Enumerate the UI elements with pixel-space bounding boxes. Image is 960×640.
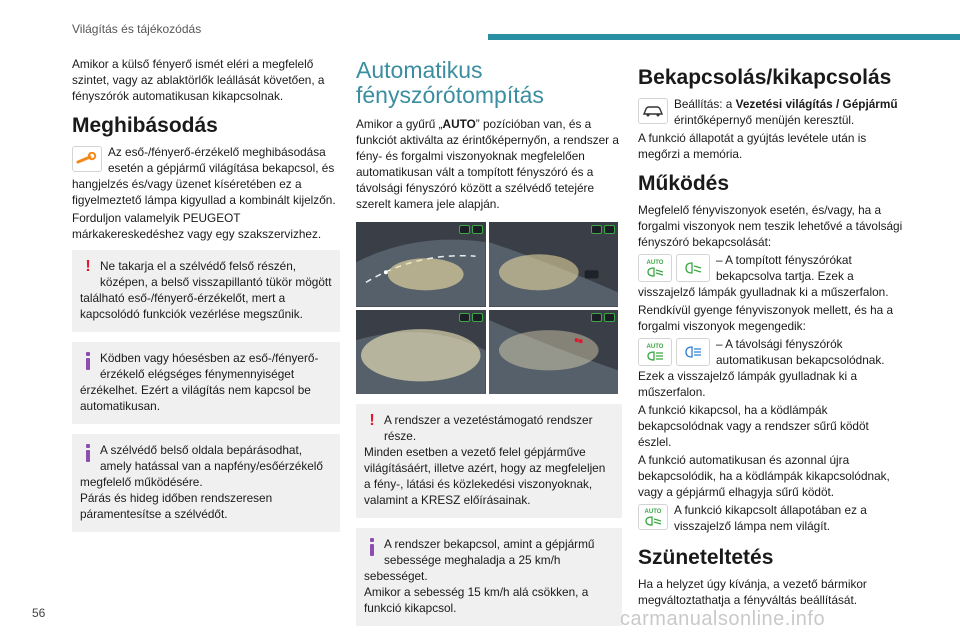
onoff-pre: Beállítás: a xyxy=(674,97,736,111)
onoff-menu-bold: Vezetési világítás / Gépjármű xyxy=(735,97,898,111)
high-beam-indicators xyxy=(638,338,710,366)
low-beam-row xyxy=(638,252,904,302)
heading-fault: Meghibásodás xyxy=(72,114,218,137)
running-header: Világítás és tájékozódás xyxy=(72,22,202,36)
fog-off-text: A funkció kikapcsol, ha a ködlámpák bekapcsolódnak vagy a rendszer sűrű ködöt észlel. xyxy=(638,403,869,449)
auto-resume-text: A funkció automatikusan és azonnal újra bekapcsolódik, ha a ködlámpák kikapcsolódnak, vagy a gépjármű elhagyja sűrű ködöt. xyxy=(638,453,890,499)
onoff-post: érintőképernyő menüjén keresztül. xyxy=(674,113,855,127)
heading-auto-dimming-line1: Automatikus xyxy=(356,57,483,83)
onoff-text xyxy=(638,96,904,128)
column-3 xyxy=(638,56,904,610)
car-icon xyxy=(638,98,668,124)
off-state-text: A funkció kikapcsolt állapotában ez a visszajelző lámpa nem világít. xyxy=(674,503,867,533)
info-box-fogging xyxy=(72,434,340,532)
info-box-fog-text: Ködben vagy hóesésben az eső-/fényerő-érzékelő elégséges fénymennyiséget érzékelhet. Ezért a világítás nem kapcsol be automatikusan. xyxy=(80,351,319,413)
dark-conditions-text: Rendkívül gyenge fényviszonyok mellett, és ha a forgalmi viszonyok megengedik: xyxy=(638,303,894,333)
heading-auto-dimming xyxy=(356,58,622,108)
info-box-fogging-text-a: A szélvédő belső oldala bepárásodhat, amely hatással van a napfény/esőérzékelő megfelelő működésére. xyxy=(80,443,323,489)
high-beam-icon xyxy=(676,338,710,366)
scene-low-beam-oncoming xyxy=(356,222,486,307)
intro-auto-bold: AUTO xyxy=(442,117,476,131)
exclamation-icon: ! xyxy=(85,258,91,275)
indicator-icons xyxy=(459,313,483,322)
warning-box xyxy=(72,250,340,332)
warning-box-text: Ne takarja el a szélvédő felső részén, középen, a belső visszapillantó tükör mögött található eső-/fényerő-érzékelőt, mert a kapcsolódó funkciók vezérlése megszűnik. xyxy=(80,259,332,321)
exclamation-icon: ! xyxy=(369,412,375,429)
headlight-scenes-illustration xyxy=(356,222,618,394)
scene-low-beam-following xyxy=(489,222,619,307)
indicator-icons xyxy=(591,313,615,322)
low-beam-indicators xyxy=(638,254,710,282)
info-icon xyxy=(364,536,380,556)
warning-assist-b: Minden esetben a vezető felel gépjárműve világításáért, illetve azért, hogy az megfeleljen a fény-, látási és közlekedési viszonyoknak, valamint a KRESZ előírásainak. xyxy=(364,445,606,507)
column-2 xyxy=(356,56,622,636)
indicator-icons xyxy=(459,225,483,234)
fault-text: Az eső-/fényerő-érzékelő meghibásodása esetén a gépjármű világítása bekapcsol, és hangjelzés és/vagy üzenet kíséretében ez a figyelmeztető lámpa kigyullad a kombinált kijelzőn. xyxy=(72,145,336,207)
info-speed-b: Amikor a sebesség 15 km/h alá csökken, a funkció kikapcsol. xyxy=(364,585,589,615)
page-number: 56 xyxy=(32,606,46,620)
scene-low-beam-taillights xyxy=(489,310,619,395)
info-icon xyxy=(80,442,96,462)
onoff-memory-text: A funkció állapotát a gyújtás levétele után is megőrzi a memória. xyxy=(638,131,867,161)
pause-text: Ha a helyzet úgy kívánja, a vezető bármikor megváltoztathatja a fényváltás beállítását. xyxy=(638,577,867,607)
info-box-fogging-text-b: Párás és hideg időben rendszeresen páramentesítse a szélvédőt. xyxy=(80,491,273,521)
wrench-warning-icon xyxy=(72,146,102,172)
info-box-speed xyxy=(356,528,622,626)
info-icon xyxy=(80,350,96,370)
operation-intro: Megfelelő fényviszonyok esetén, és/vagy, ha a forgalmi viszonyok nem teszik lehetővé a távolsági fényszóró bekapcsolását: xyxy=(638,203,903,249)
watermark: carmanualsonline.info xyxy=(620,608,826,630)
warning-assist-a: A rendszer a vezetéstámogató rendszer része. xyxy=(384,413,593,443)
intro-post: ” pozícióban van, és a funkciót aktiválta az érintőképernyőn, a rendszer a fény- és forgalmi viszonyoknak megfelelően automatikusan vált a tompított fényszóró és a távolsági fényszóró között a szélvédő tetejére szerelt kamera jele alapján. xyxy=(356,117,619,211)
header-accent-bar xyxy=(488,34,960,40)
heading-on-off: Bekapcsolás/kikapcsolás xyxy=(638,66,892,89)
auto-label: AUTO xyxy=(644,508,662,515)
auto-label: AUTO xyxy=(646,343,664,350)
low-beam-text: – A tompított fényszórókat bekapcsolva tartja. Ezek a visszajelző lámpák gyulladnak ki a műszerfalon. xyxy=(638,253,889,299)
intro-pre: Amikor a gyűrű „ xyxy=(356,117,443,131)
auto-beam-off-icon xyxy=(638,504,668,530)
warning-box-assist xyxy=(356,404,622,518)
info-speed-a: A rendszer bekapcsol, amint a gépjármű sebessége meghaladja a 25 km/h sebességet. xyxy=(364,537,595,583)
auto-low-beam-icon xyxy=(638,254,672,282)
indicator-icons xyxy=(591,225,615,234)
fault-dealer-text: Forduljon valamelyik PEUGEOT márkakereskedéshez vagy egy szakszervizhez. xyxy=(72,211,322,241)
fault-section xyxy=(72,144,340,210)
scene-high-beam-empty-road xyxy=(356,310,486,395)
high-beam-row xyxy=(638,336,904,402)
heading-auto-dimming-line2: fényszórótompítás xyxy=(356,82,544,108)
intro-paragraph: Amikor a külső fényerő ismét eléri a megfelelő szintet, vagy az ablaktörlők leállását követően, a fényszórók automatikusan kikapcsolnak. xyxy=(72,57,325,103)
auto-high-beam-icon xyxy=(638,338,672,366)
high-beam-text: – A távolsági fényszórók automatikusan bekapcsolódnak. Ezek a visszajelző lámpák gyulladnak ki a műszerfalon. xyxy=(638,337,885,399)
off-state-row xyxy=(638,502,904,536)
auto-label: AUTO xyxy=(646,259,664,266)
auto-dimming-intro xyxy=(356,116,622,212)
heading-operation: Működés xyxy=(638,172,730,195)
column-1 xyxy=(72,56,340,542)
info-box-fog xyxy=(72,342,340,424)
low-beam-icon xyxy=(676,254,710,282)
heading-pause: Szüneteltetés xyxy=(638,546,774,569)
onoff-section xyxy=(638,96,904,130)
